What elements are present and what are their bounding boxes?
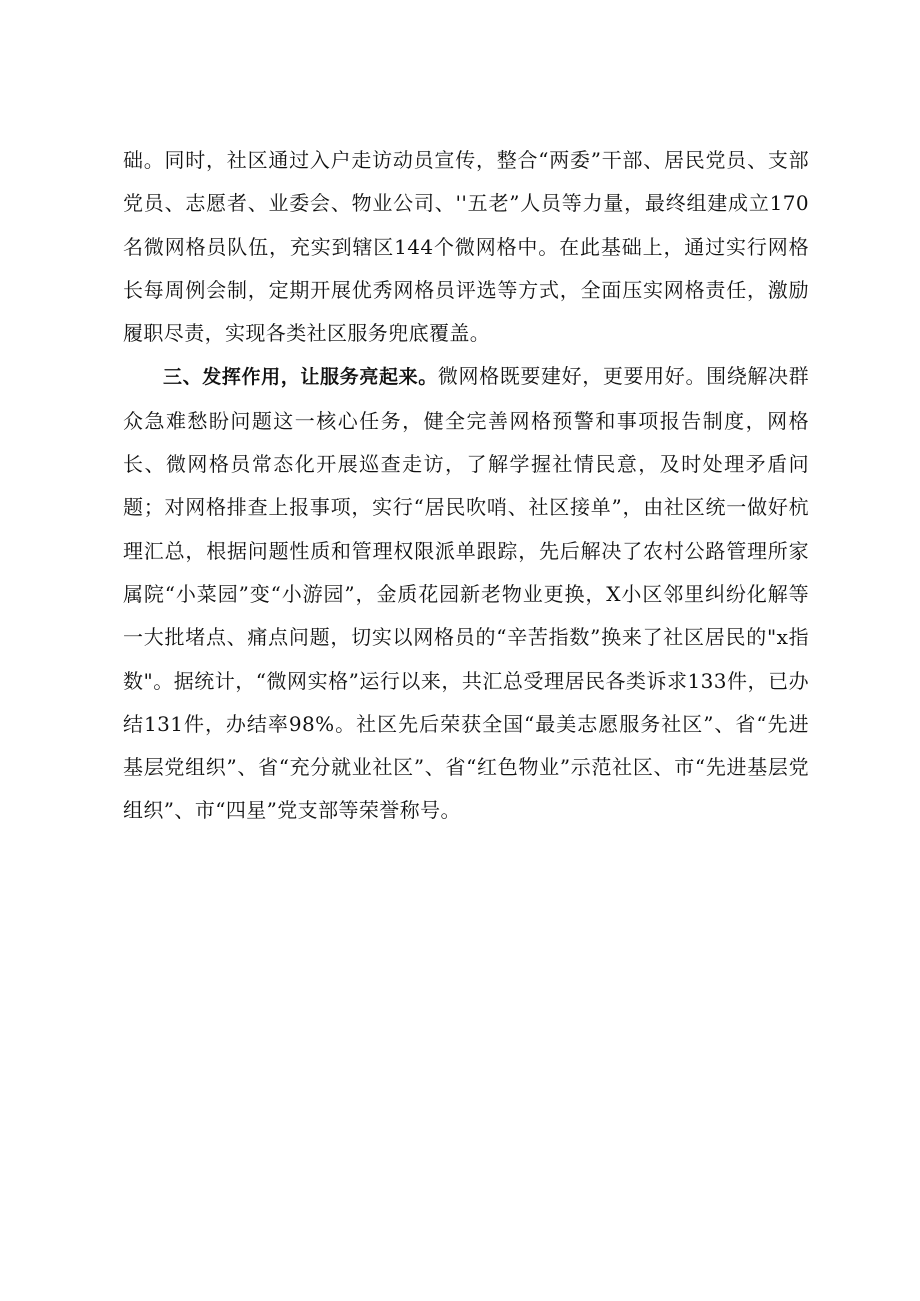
paragraph-2 [123, 355, 809, 832]
paragraph-1 [123, 139, 809, 355]
paragraph-2-text: 微网格既要建好，更要用好。围绕解决群众急难愁盼问题这一核心任务，健全完善网格预警和事项报告制度，网格长、微网格员常态化开展巡查走访，了解学握社情民意，及时处理矛盾问题；对网格排查上报事项，实行“居民吹哨、社区接单”，由社区统一做好杭理汇总，根据问题性质和管理权限派单跟踪，先后解决了农村公路管理所家属院“小菜园”变“小游园”，金质花园新老物业更换，X小区邻里纠纷化解等一大批堵点、痛点问题，切实以网格员的“辛苦指数”换来了社区居民的"x指数"。据统计，“微网实格”运行以来，共汇总受理居民各类诉求133件，已办结131件，办结率98%。社区先后荣获全国“最美志愿服务社区”、省“先进基层党组织”、省“充分就业社区”、省“红色物业”示范社区、市“先进基层党组织”、市“四星”党支部等荣誉称号。 [123, 364, 810, 823]
document-body [123, 139, 809, 833]
paragraph-1-text: 础。同时，社区通过入户走访动员宣传，整合“两委”干部、居民党员、支部党员、志愿者、业委会、物业公司、''五老”人员等力量，最终组建成立170名微网格员队伍，充实到辖区144个微网格中。在此基础上，通过实行网格长每周例会制，定期开展优秀网格员评选等方式，全面压实网格责任，激励履职尽责，实现各类社区服务兜底覆盖。 [123, 148, 809, 346]
section-heading: 三、发挥作用，让服务亮起来。 [163, 366, 438, 389]
